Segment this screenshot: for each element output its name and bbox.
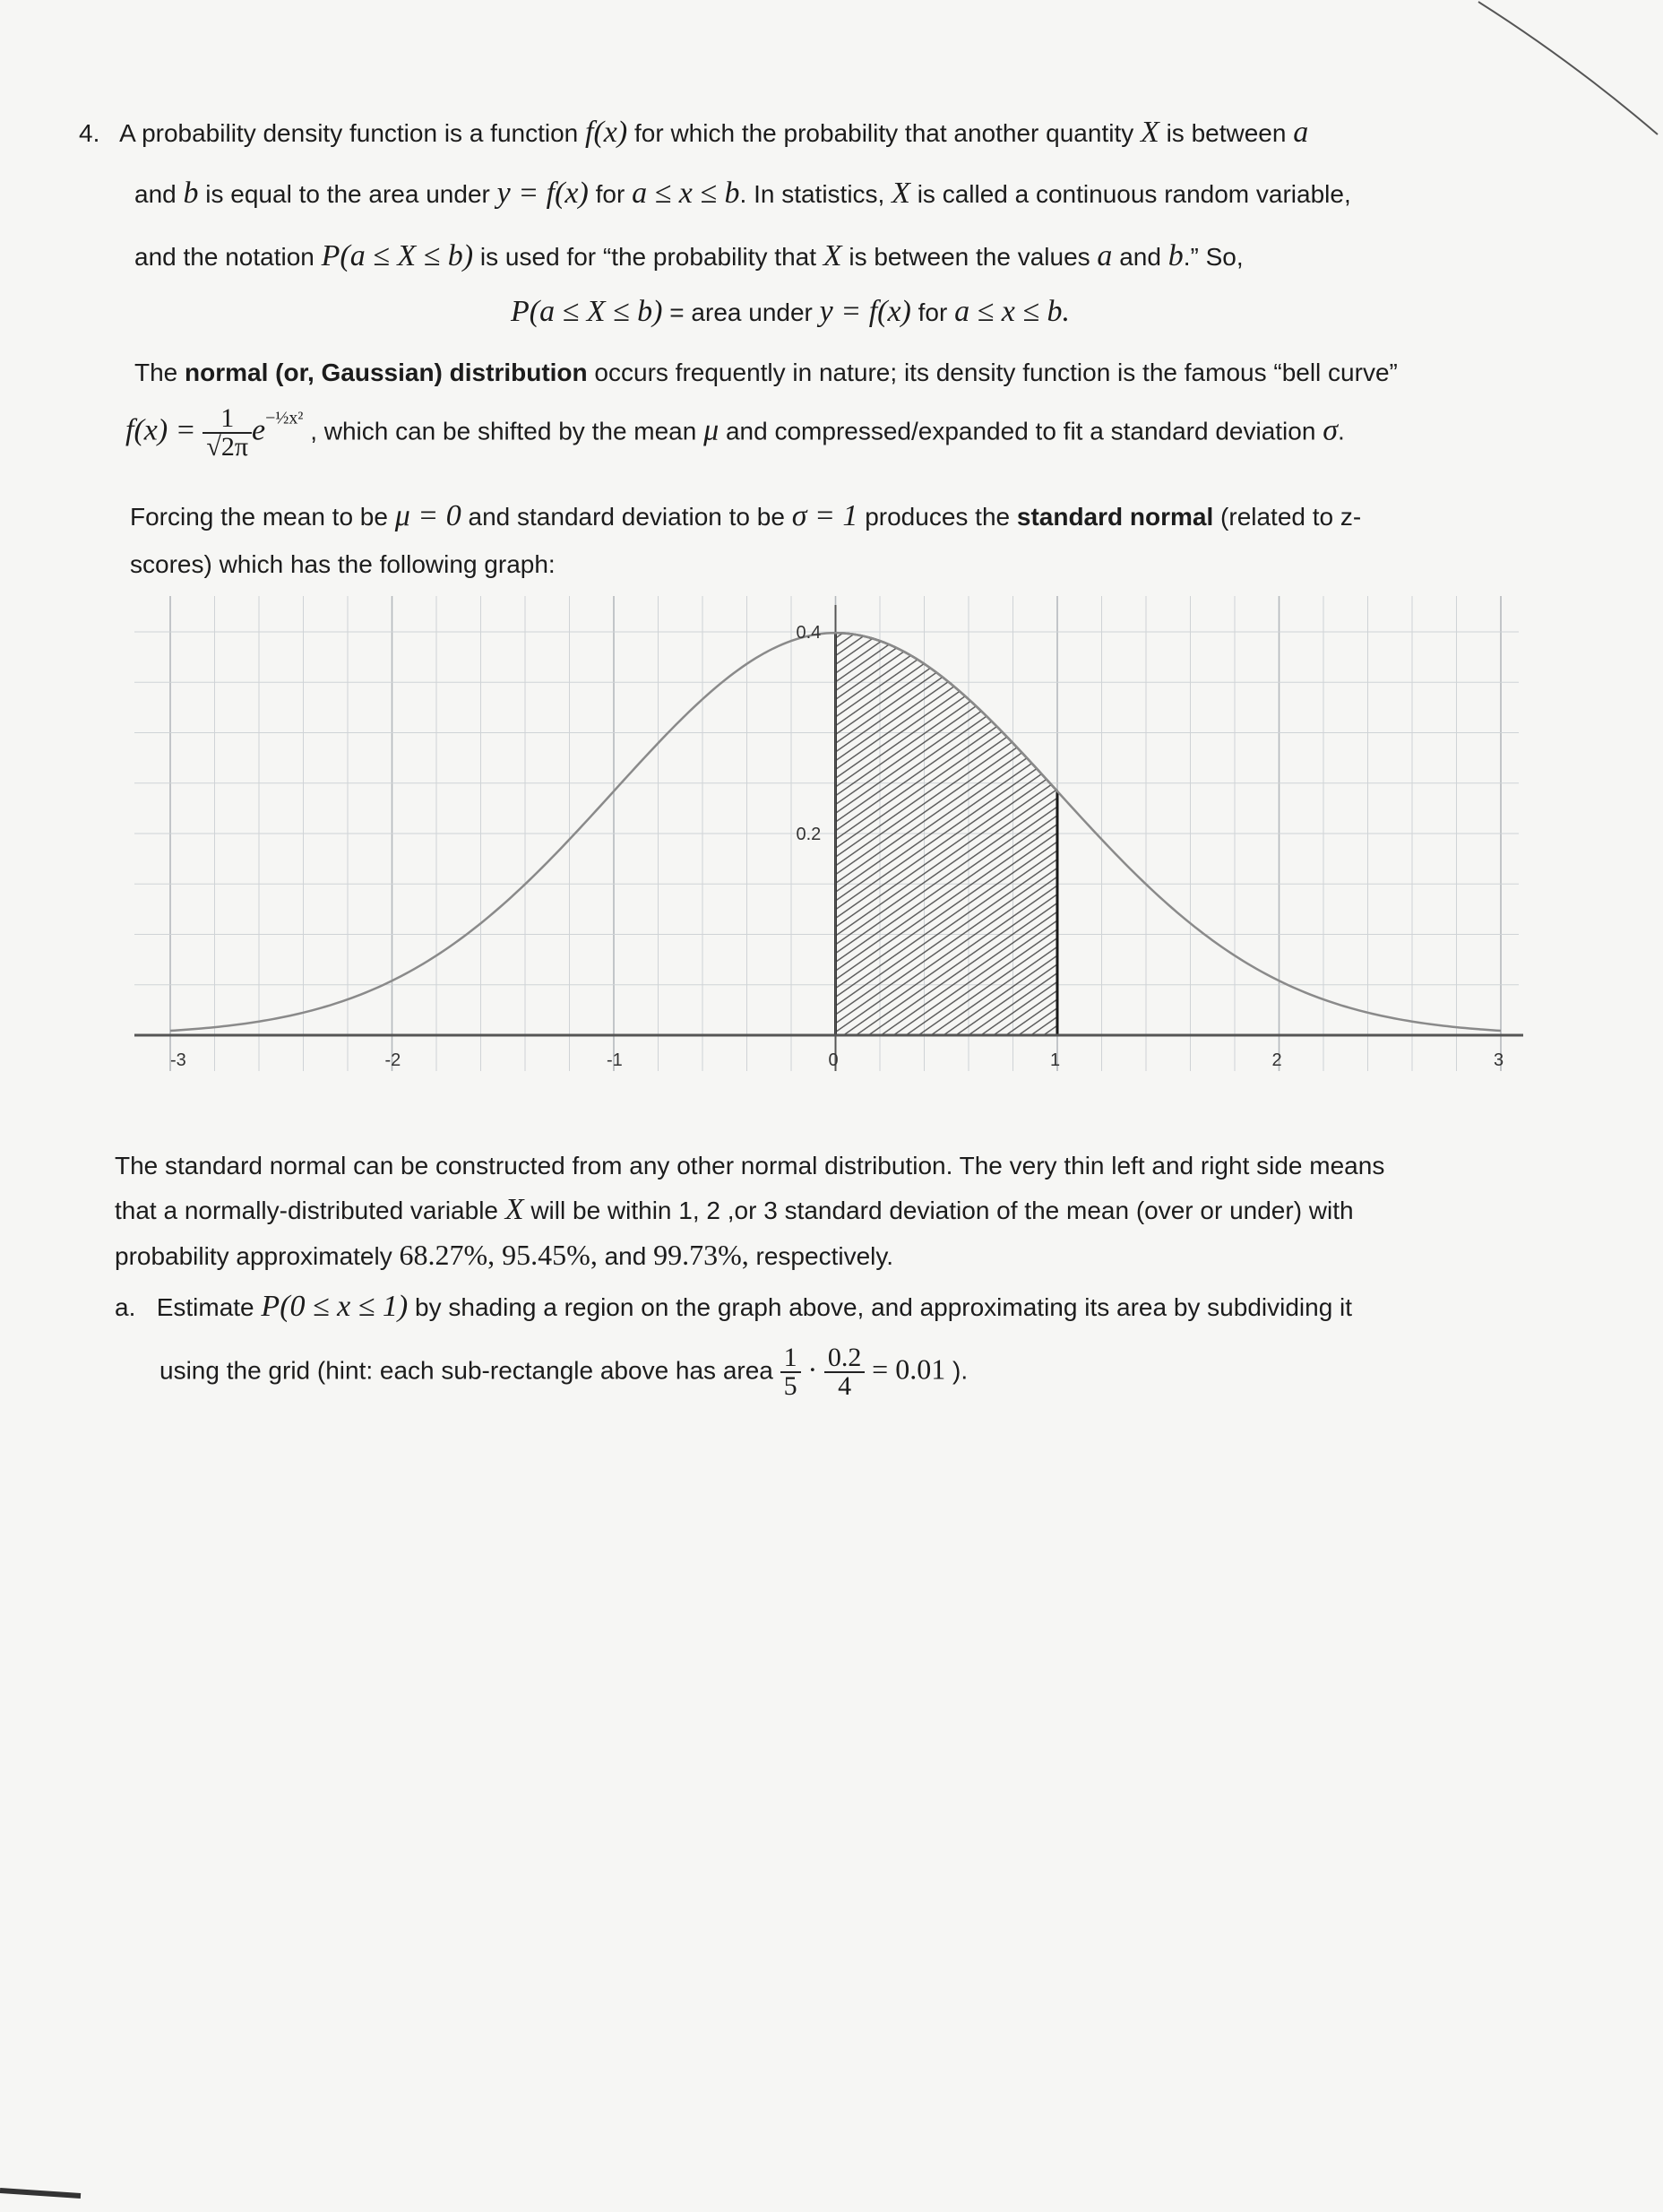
shaded-region: [836, 633, 1058, 1035]
hint-fraction-2: $\frac{0.2}{4}$: [824, 1344, 866, 1400]
problem-number: 4.: [79, 119, 100, 147]
probability-line-1: that a normally-distributed variable X will be within 1, 2 ,or 3 standard deviation of the mean (over or under) with: [115, 1193, 1354, 1226]
density-formula-line: f(x) = $\frac{1}{√2\pi}$ $e^{-\frac{1}{2}x^2}$ , which can be shifted by the mean μ and compressed/expanded to fit a standard deviation σ.: [125, 403, 1345, 462]
graph-grid: [134, 596, 1519, 1071]
formula-e: e: [252, 413, 266, 447]
x-tick-label: 0: [828, 1050, 839, 1070]
question-a-line-1: a. Estimate P(0 ≤ x ≤ 1) by shading a region on the graph above, and approximating its area by subdividing it: [115, 1290, 1353, 1323]
problem-line-1: 4. A probability density function is a function f(x) for which the probability that another quantity X is between a: [79, 116, 1309, 149]
shaded-area-0-to-1: [836, 633, 1058, 1035]
page-edge-mark: [0, 2169, 108, 2212]
formula-fraction: $\frac{1}{√2\pi}$: [202, 405, 252, 461]
problem-line-3: and the notation P(a ≤ X ≤ b) is used for “the probability that X is between the values a and b.” So,: [134, 239, 1244, 272]
x-tick-label: -3: [170, 1050, 186, 1070]
x-tick-label: -1: [607, 1050, 623, 1070]
normal-distribution-line: The normal (or, Gaussian) distribution occurs frequently in nature; its density function is the famous “bell curve”: [134, 359, 1398, 386]
construction-line: The standard normal can be constructed from any other normal distribution. The very thin left and right side means: [115, 1152, 1385, 1179]
question-a-line-2: using the grid (hint: each sub-rectangle above has area $\frac{1}{5}$ · $\frac{0.2}{4}$ = 0.01 ).: [159, 1343, 969, 1401]
area-definition-line: P(a ≤ X ≤ b) = area under y = f(x) for a ≤ x ≤ b.: [511, 295, 1071, 328]
x-tick-label: 1: [1050, 1050, 1061, 1070]
pen-stroke-top-right: [1469, 0, 1663, 143]
y-tick-label: 0.2: [796, 825, 822, 844]
x-tick-label: -2: [384, 1050, 401, 1070]
standard-normal-graph: [108, 587, 1532, 1102]
x-tick-label: 2: [1271, 1050, 1282, 1070]
hint-fraction-1: $\frac{1}{5}$: [780, 1344, 801, 1400]
question-a-label: a.: [115, 1293, 136, 1321]
standard-normal-line: Forcing the mean to be μ = 0 and standard deviation to be σ = 1 produces the standard normal (related to z-: [130, 499, 1362, 532]
probability-line-2: probability approximately 68.27%, 95.45%, and 99.73%, respectively.: [115, 1239, 894, 1271]
problem-line-2: and b is equal to the area under y = f(x) for a ≤ x ≤ b. In statistics, X is called a continuous random variable,: [134, 177, 1351, 210]
formula-exponent: −½x²: [265, 408, 304, 428]
formula-lhs: f(x) =: [125, 413, 196, 447]
x-tick-label: 3: [1494, 1050, 1504, 1070]
graph-intro-line: scores) which has the following graph:: [130, 550, 556, 578]
y-tick-label: 0.4: [796, 623, 822, 643]
